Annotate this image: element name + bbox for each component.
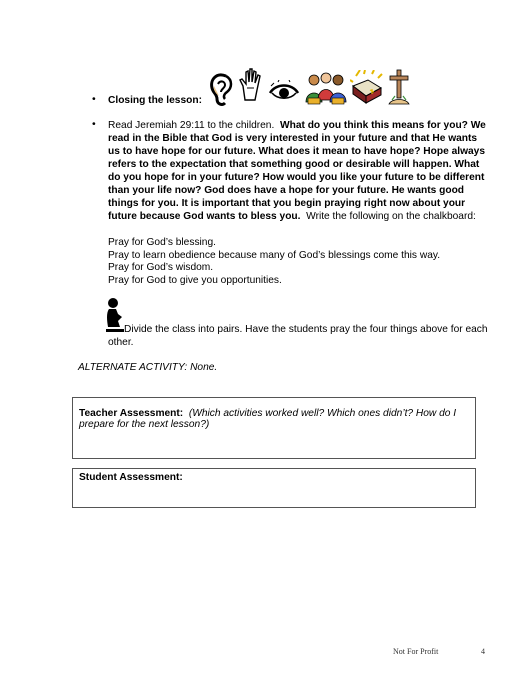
prayer-item: Pray for God to give you opportunities. [108,274,282,286]
footer-page-number: 4 [481,647,485,656]
pairs-instruction [108,323,488,349]
bible-icon [350,70,384,106]
prayer-item: Pray to learn obedience because many of God’s blessings come this way. [108,249,441,261]
teacher-assessment-heading [79,408,475,430]
teacher-assessment-question: (Which activities worked well? Which ones didn’t? How do I prepare for the next lesson?) [79,408,457,430]
alternate-activity: ALTERNATE ACTIVITY: None. [78,362,218,373]
footer-not-for-profit: Not For Profit [393,647,439,656]
paragraph-intro: Read Jeremiah 29:11 to the children. [108,120,275,131]
teacher-assessment-box[interactable] [72,397,476,459]
cross-icon [386,66,412,106]
bullet-read: • [92,118,96,130]
ear-icon [208,72,234,108]
student-assessment-box[interactable] [72,468,476,508]
prayer-list [108,237,488,287]
pairs-text: Divide the class into pairs. Have the students pray the four things above for each other. [108,324,488,348]
eye-icon [268,80,300,104]
hand-icon [238,66,264,102]
teacher-assessment-label: Teacher Assessment: [79,408,184,419]
people-group-icon [304,72,348,106]
sense-icons-row [208,66,414,110]
student-assessment-label: Student Assessment: [79,472,183,483]
jeremiah-paragraph [108,119,488,223]
paragraph-outro: Write the following on the chalkboard: [306,211,476,222]
paragraph-bold: What do you think this means for you? We read in the Bible that God is very interested in your future and that He wants us to have hope for our future. What does it mean to have hope? Hope always refers to the expectation that something good or desirable will happen. What do you hope for in your future? How would you like your future to be different than your life now? God does have a hope for your future. He wants good things for you. It is important that you begin praying right now about your future because God wants to bless you. [108,120,486,222]
prayer-item: Pray for God’s wisdom. [108,262,214,273]
bullet-closing: • [92,93,96,105]
closing-label: Closing the lesson: [108,95,202,106]
prayer-item: Pray for God’s blessing. [108,237,216,248]
